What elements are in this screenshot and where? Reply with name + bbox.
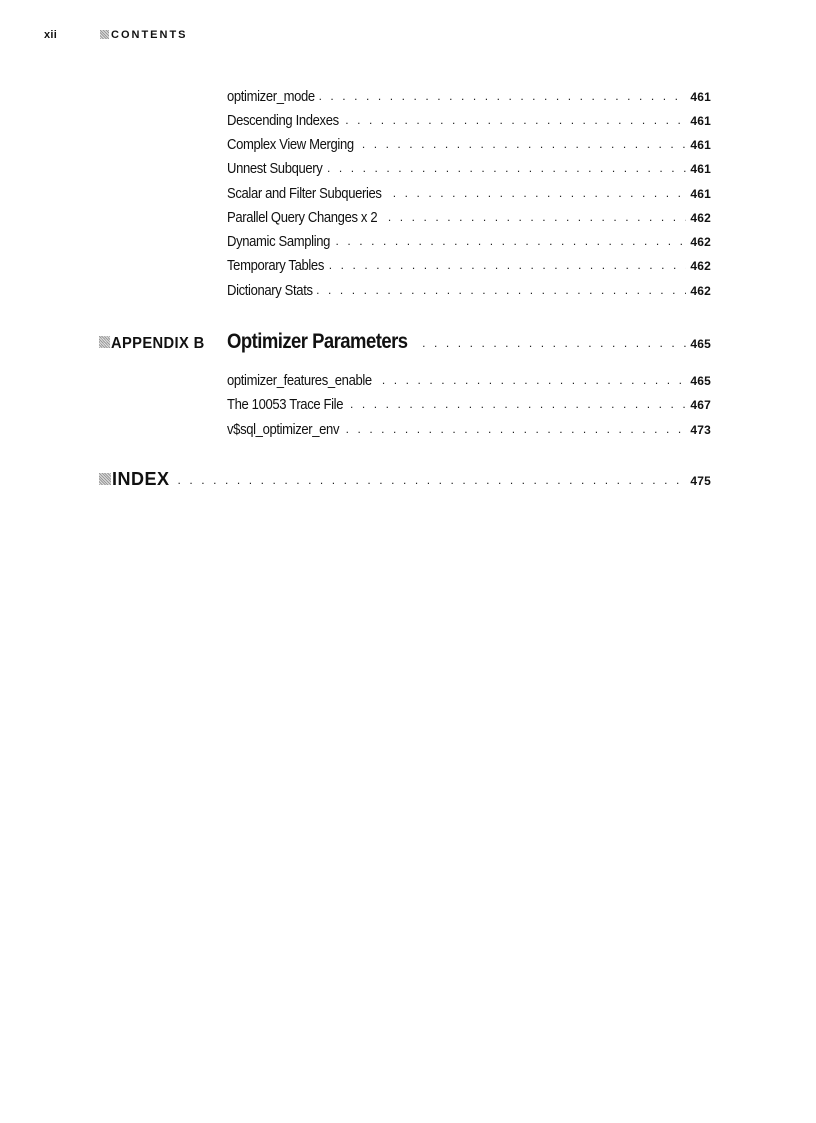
toc-entry-label: Dynamic Sampling xyxy=(227,234,331,250)
dot-leader xyxy=(388,210,686,224)
toc-entry[interactable] xyxy=(227,373,711,391)
toc-entry-label: Complex View Merging xyxy=(227,137,354,153)
appendix-label-wrap xyxy=(99,335,217,353)
toc-entry-page: 465 xyxy=(690,374,711,388)
appendix-b-heading[interactable] xyxy=(99,330,711,356)
toc-entry[interactable] xyxy=(227,283,711,301)
toc-entry-page: 461 xyxy=(690,162,711,176)
dot-leader xyxy=(346,422,687,436)
section-marker-icon xyxy=(100,30,109,39)
toc-entry-page: 461 xyxy=(690,187,711,201)
dot-leader xyxy=(319,89,687,103)
toc-entry-page: 462 xyxy=(690,259,711,273)
appendix-title: Optimizer Parameters xyxy=(227,330,408,353)
toc-entry[interactable] xyxy=(227,186,711,204)
dot-leader xyxy=(345,113,686,127)
appendix-label: APPENDIX B xyxy=(110,335,205,352)
dot-leader xyxy=(327,161,686,175)
index-label-wrap xyxy=(99,469,170,490)
toc-entry-label: optimizer_features_enable xyxy=(227,373,372,389)
toc-entry[interactable] xyxy=(227,258,711,276)
running-title-wrap xyxy=(100,29,188,41)
toc-entry-page: 461 xyxy=(690,114,711,128)
toc-entry-label: optimizer_mode xyxy=(227,89,315,105)
toc-entry[interactable] xyxy=(227,210,711,228)
toc-entry-page: 462 xyxy=(690,235,711,249)
dot-leader xyxy=(382,373,686,387)
toc-entry-page: 462 xyxy=(690,211,711,225)
toc-entry-label: Parallel Query Changes x 2 xyxy=(227,210,378,226)
toc-entry-label: The 10053 Trace File xyxy=(227,397,344,413)
toc-entry-page: 461 xyxy=(690,138,711,152)
toc-entry-page: 462 xyxy=(690,284,711,298)
toc-entry-label: v$sql_optimizer_env xyxy=(227,422,340,438)
dot-leader xyxy=(422,336,686,350)
toc-entry[interactable] xyxy=(227,89,711,107)
appendix-page: 465 xyxy=(690,337,711,351)
running-header xyxy=(44,29,344,43)
running-title: CONTENTS xyxy=(111,29,188,41)
dot-leader xyxy=(316,283,686,297)
toc-entry[interactable] xyxy=(227,234,711,252)
toc-entry-page: 461 xyxy=(690,90,711,104)
toc-entry-page: 467 xyxy=(690,398,711,412)
dot-leader xyxy=(362,137,687,151)
dot-leader xyxy=(178,473,687,487)
dot-leader xyxy=(350,397,686,411)
section-marker-icon xyxy=(99,336,110,348)
toc-entry-label: Dictionary Stats xyxy=(227,283,313,299)
index-label: INDEX xyxy=(112,469,170,489)
dot-leader xyxy=(393,186,687,200)
toc-entry[interactable] xyxy=(227,161,711,179)
index-heading[interactable] xyxy=(99,469,711,491)
toc-entry-label: Unnest Subquery xyxy=(227,161,323,177)
toc-entry-label: Temporary Tables xyxy=(227,258,325,274)
dot-leader xyxy=(335,234,686,248)
page-number: xii xyxy=(44,29,58,41)
toc-entry[interactable] xyxy=(227,422,711,440)
toc-entry-label: Descending Indexes xyxy=(227,113,339,129)
dot-leader xyxy=(329,258,687,272)
toc-entry-label: Scalar and Filter Subqueries xyxy=(227,186,382,202)
section-marker-icon xyxy=(99,473,111,485)
toc-entry[interactable] xyxy=(227,397,711,415)
toc-entry[interactable] xyxy=(227,113,711,131)
index-page: 475 xyxy=(690,474,711,488)
toc-entry[interactable] xyxy=(227,137,711,155)
toc-entry-page: 473 xyxy=(690,423,711,437)
